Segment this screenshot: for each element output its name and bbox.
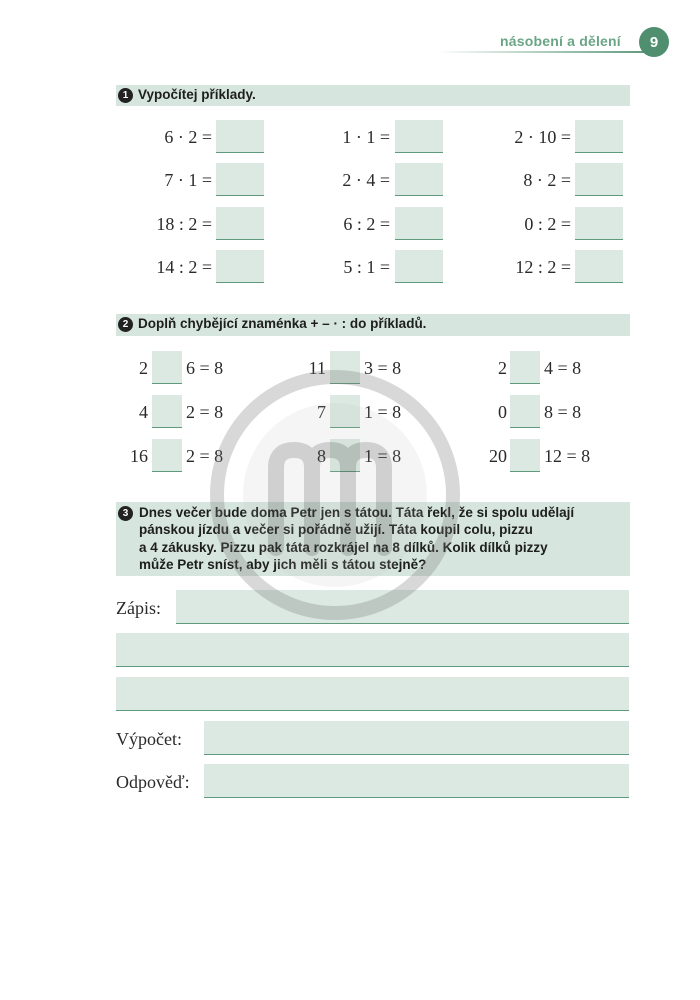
problem-line: a 4 zákusky. Pizzu pak táta rozkrájel na 8 dílků. Kolik dílků pizzy <box>139 540 548 555</box>
left-operand: 8 <box>317 446 326 466</box>
exercise-expression: 14 : 2 = <box>156 257 212 277</box>
answer-box[interactable] <box>216 250 264 283</box>
sign-box[interactable] <box>510 351 540 384</box>
answer-box[interactable] <box>395 250 443 283</box>
answer-box[interactable] <box>395 207 443 240</box>
exercise-expression: 5 : 1 = <box>343 257 390 277</box>
answer-box[interactable] <box>395 120 443 153</box>
right-side: 1 = 8 <box>364 402 402 422</box>
left-operand: 4 <box>139 402 148 422</box>
exercise-expression: 0 : 2 = <box>524 214 571 234</box>
zapis-label: Zápis: <box>116 598 161 618</box>
right-side: 2 = 8 <box>186 402 224 422</box>
task-1-number: 1 <box>118 88 133 103</box>
answer-box[interactable] <box>216 120 264 153</box>
exercise-expression: 8 · 2 = <box>523 170 571 190</box>
exercise-expression: 2 · 4 = <box>342 170 390 190</box>
exercise-expression: 6 : 2 = <box>343 214 390 234</box>
left-operand: 2 <box>139 358 148 378</box>
answer-box[interactable] <box>575 163 623 196</box>
left-operand: 16 <box>130 446 148 466</box>
sign-box[interactable] <box>152 351 182 384</box>
section-title: násobení a dělení <box>500 33 621 49</box>
exercise-expression: 7 · 1 = <box>164 170 212 190</box>
problem-line: Dnes večer bude doma Petr jen s tátou. Táta řekl, že si spolu udělají <box>139 505 575 520</box>
answer-box[interactable] <box>575 250 623 283</box>
zapis-field[interactable] <box>176 590 629 624</box>
answer-box[interactable] <box>395 163 443 196</box>
task-2-number: 2 <box>118 317 133 332</box>
sign-box[interactable] <box>152 439 182 472</box>
exercise-expression: 18 : 2 = <box>156 214 212 234</box>
sign-box[interactable] <box>330 351 360 384</box>
right-side: 1 = 8 <box>364 446 402 466</box>
left-operand: 2 <box>498 358 507 378</box>
odpoved-label: Odpověď: <box>116 772 190 792</box>
problem-line: pánskou jízdu a večer si pořádně užijí. Táta koupil colu, pizzu <box>139 522 533 537</box>
sign-box[interactable] <box>510 395 540 428</box>
left-operand: 11 <box>308 358 326 378</box>
answer-box[interactable] <box>575 207 623 240</box>
right-side: 6 = 8 <box>186 358 224 378</box>
answer-box[interactable] <box>216 163 264 196</box>
task-1-header <box>116 85 630 106</box>
answer-box[interactable] <box>575 120 623 153</box>
zapis-field-line-2[interactable] <box>116 633 629 667</box>
exercise-expression: 12 : 2 = <box>515 257 571 277</box>
sign-box[interactable] <box>330 395 360 428</box>
task-2-header <box>116 314 630 336</box>
exercise-expression: 6 · 2 = <box>164 127 212 147</box>
header-rule <box>437 51 647 53</box>
left-operand: 0 <box>498 402 507 422</box>
right-side: 2 = 8 <box>186 446 224 466</box>
task-3-problem <box>116 502 630 576</box>
exercise-expression: 2 · 10 = <box>514 127 571 147</box>
right-side: 8 = 8 <box>544 402 582 422</box>
page-number-badge: 9 <box>639 27 669 57</box>
task-3-number: 3 <box>118 506 133 521</box>
vypocet-label: Výpočet: <box>116 729 182 749</box>
right-side: 12 = 8 <box>544 446 591 466</box>
left-operand: 20 <box>489 446 507 466</box>
left-operand: 7 <box>317 402 326 422</box>
sign-box[interactable] <box>510 439 540 472</box>
right-side: 3 = 8 <box>364 358 402 378</box>
right-side: 4 = 8 <box>544 358 582 378</box>
problem-line: může Petr sníst, aby jich měli s tátou stejně? <box>139 557 427 572</box>
sign-box[interactable] <box>330 439 360 472</box>
zapis-field-line-3[interactable] <box>116 677 629 711</box>
vypocet-field[interactable] <box>204 721 629 755</box>
odpoved-field[interactable] <box>204 764 629 798</box>
sign-box[interactable] <box>152 395 182 428</box>
task-1-title: Vypočítej příklady. <box>138 87 256 102</box>
task-2-title: Doplň chybějící znaménka + – · : do příkladů. <box>138 316 427 331</box>
answer-box[interactable] <box>216 207 264 240</box>
exercise-expression: 1 · 1 = <box>342 127 390 147</box>
